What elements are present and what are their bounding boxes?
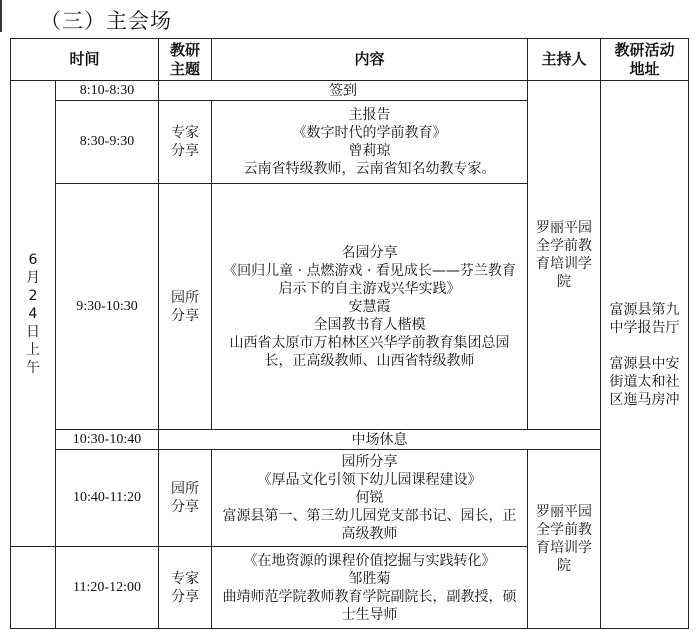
content-cell: [212, 450, 528, 547]
time-cell: 9:30-10:30: [56, 184, 159, 430]
time-cell: 10:30-10:40: [56, 430, 159, 450]
date-cell-empty: [11, 547, 56, 629]
content-cell: [212, 184, 528, 430]
header-theme: 教研主题: [159, 39, 212, 81]
table-row: [11, 81, 689, 101]
theme-cell: 园所分享: [159, 184, 212, 430]
content-cell: [212, 101, 528, 184]
header-venue: 教研活动地址: [601, 39, 689, 81]
venue-line: 富源县中安街道太和社区迤马房冲: [609, 355, 680, 408]
content-line: 《在地资源的课程价值挖掘与实践转化》: [243, 552, 496, 569]
header-host: 主持人: [528, 39, 601, 81]
content-line: 名园分享: [341, 244, 398, 261]
header-row: [11, 39, 689, 81]
content-line: 云南省特级教师，云南省知名幼教专家。: [243, 161, 496, 177]
content-line: 何锐: [355, 490, 384, 506]
content-line: 全国教书育人楷模: [313, 316, 426, 333]
time-cell: 10:40-11:20: [56, 450, 159, 547]
content-line: 富源县第一、第三幼儿园党支部书记、园长，正高级教师: [222, 508, 517, 542]
theme-cell: 专家分享: [159, 101, 212, 184]
header-time: 时间: [11, 39, 159, 81]
content-cell: 签到: [159, 81, 528, 101]
host-cell: 罗丽平园全学前教育培训学院: [528, 450, 601, 629]
content-line: 《回归儿童 · 点燃游戏 · 看见成长——芬兰教育启示下的自主游戏兴华实践》: [223, 262, 516, 297]
content-line: 山西省太原市万柏林区兴华学前教育集团总园长，正高级教师、山西省特级教师: [229, 334, 510, 369]
theme-cell: 专家分享: [159, 547, 212, 629]
time-cell: 11:20-12:00: [56, 547, 159, 629]
time-cell: 8:10-8:30: [56, 81, 159, 101]
content-line: 《厚品文化引领下幼儿园课程建设》: [257, 472, 482, 488]
content-cell: [212, 547, 528, 629]
table-row: [11, 450, 689, 547]
content-cell: 中场休息: [159, 430, 601, 450]
page-title: （三）主会场: [40, 9, 172, 33]
left-margin-rule: [0, 0, 2, 32]
table-row: [11, 430, 689, 450]
content-line: 邹胜菊: [348, 570, 391, 587]
host-cell: 罗丽平园全学前教育培训学院: [528, 81, 601, 430]
date-cell: 6月24日上午: [11, 81, 56, 547]
schedule-table: [10, 38, 689, 629]
content-line: 《数字时代的学前教育》: [292, 125, 447, 141]
venue-cell: [601, 81, 689, 629]
content-line: 安慧霞: [348, 298, 391, 315]
theme-cell: 园所分享: [159, 450, 212, 547]
header-content: 内容: [212, 39, 528, 81]
content-line: 曲靖师范学院教师教育学院副院长，副教授，硕士生导师: [222, 588, 517, 623]
venue-line: 富源县第九中学报告厅: [609, 301, 680, 336]
content-line: 园所分享: [341, 454, 398, 470]
content-line: 曾莉琼: [348, 143, 391, 159]
content-line: 主报告: [348, 107, 391, 123]
time-cell: 8:30-9:30: [56, 101, 159, 184]
